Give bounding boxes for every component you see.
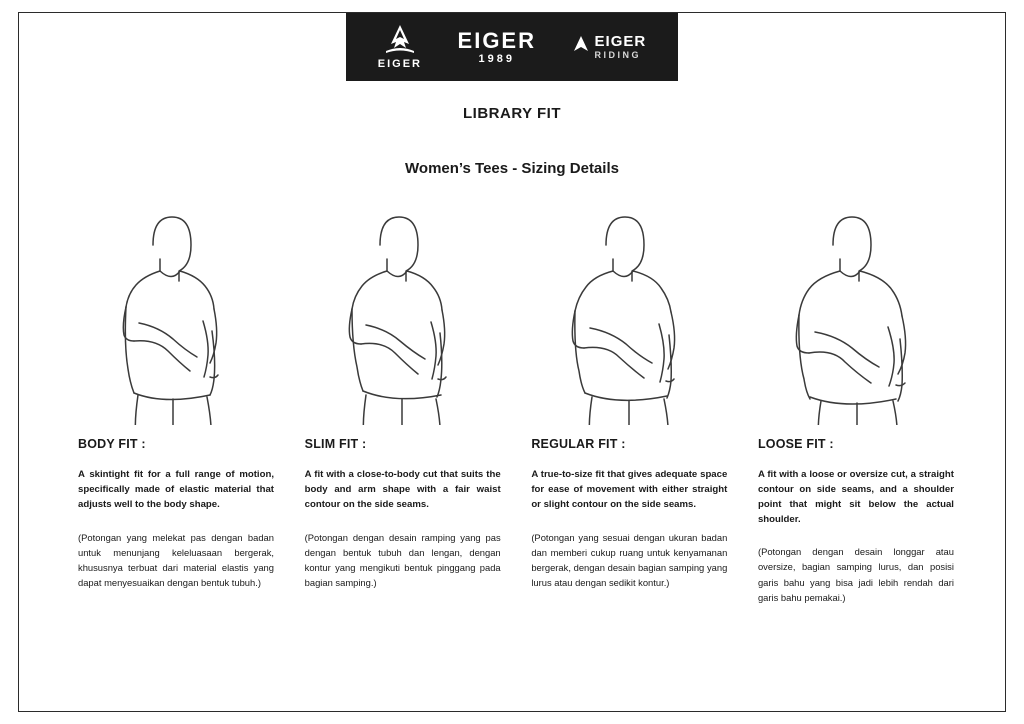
fit-column-slim-fit [305,200,501,605]
mountain-icon [378,24,422,56]
brand-logo-bar [346,13,678,81]
figure-body-fit [78,200,274,425]
fit-description-id-slim-fit: (Potongan dengan desain ramping yang pas dengan bentuk tubuh dan lengan, dengan kontur yang mengikuti bentuk pinggang pada bagian samping.) [304,531,501,588]
fit-description-en-regular-fit: A true-to-size fit that gives adequate space for ease of movement with either straight or slight contour on the side seams. [531,469,728,510]
fit-heading-body-fit: BODY FIT : [78,437,146,451]
figure-slim-fit [305,200,501,425]
fit-heading-slim-fit: SLIM FIT : [304,437,367,451]
logo-eiger-mountain [378,24,422,70]
figure-loose-fit [758,200,954,425]
fit-column-regular-fit [531,200,727,605]
page-title: LIBRARY FIT [463,105,561,122]
fit-description-id-loose-fit: (Potongan dengan desain longgar atau oversize, bagian samping lurus, dan posisi garis bahu yang bisa jadi lebih rendah dari garis bahu pemakai.) [757,546,954,603]
riding-mark-icon [572,35,590,60]
logo-riding-subtext: RIDING [594,50,642,60]
fit-column-body-fit [78,200,274,605]
fit-columns [78,200,954,605]
logo-eiger-wordmark-right: EIGER [594,33,647,50]
logo-eiger-riding [572,34,647,60]
fit-description-en-body-fit: A skintight fit for a full range of motion, specifically made of elastic material that adjusts well to the body shape. [78,469,274,510]
logo-year: 1989 [478,53,515,66]
fit-description-id-regular-fit: (Potongan yang sesuai dengan ukuran badan dan memberi cukup ruang untuk kenyamanan bergerak, dengan desain bagian samping yang lurus atau dengan sedikit kontur.) [531,531,728,588]
fit-heading-loose-fit: LOOSE FIT : [757,437,834,451]
fit-heading-regular-fit: REGULAR FIT : [531,437,626,451]
fit-description-id-body-fit: (Potongan yang melekat pas dengan badan untuk menunjang keleluasaan bergerak, khususnya terbuat dari material elastis yang dapat menyesuaikan dengan bentuk tubuh.) [78,531,274,588]
logo-eiger-1989 [458,29,536,65]
logo-eiger-wordmark-center: EIGER [457,27,536,53]
figure-regular-fit [531,200,727,425]
logo-eiger-wordmark: EIGER [377,58,422,70]
fit-description-en-loose-fit: A fit with a loose or oversize cut, a straight contour on side seams, and a shoulder point that might sit below the actual shoulder. [757,469,954,525]
page-subtitle: Women’s Tees - Sizing Details [405,160,619,177]
fit-description-en-slim-fit: A fit with a close-to-body cut that suits the body and arm shape with a fair waist contour on the side seams. [304,469,501,510]
fit-column-loose-fit [758,200,954,605]
